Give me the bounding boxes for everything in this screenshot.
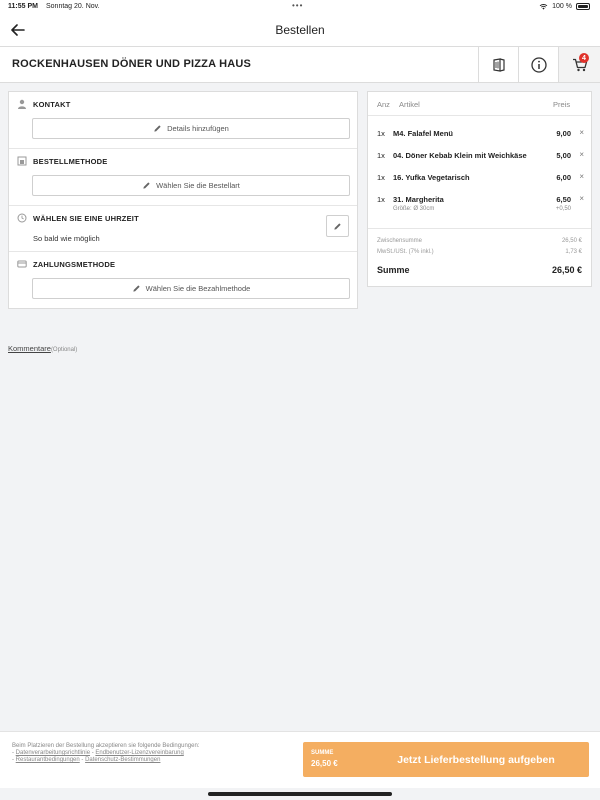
cart-item-name: 31. Margherita bbox=[393, 195, 444, 204]
info-icon bbox=[531, 57, 547, 73]
place-order-button[interactable] bbox=[303, 742, 589, 777]
payment-section bbox=[9, 252, 357, 308]
wifi-icon bbox=[539, 3, 548, 10]
status-time: 11:55 PM bbox=[8, 3, 38, 10]
card-icon bbox=[17, 259, 27, 269]
pencil-icon bbox=[142, 181, 151, 190]
choose-order-type-button[interactable] bbox=[32, 175, 350, 196]
cart-button[interactable] bbox=[558, 47, 600, 82]
order-footer bbox=[0, 731, 600, 788]
cart-item-price: 6,00 bbox=[556, 173, 571, 182]
nav-bar bbox=[0, 14, 600, 47]
comments-link[interactable]: Kommentare bbox=[8, 344, 51, 353]
dash: - bbox=[91, 750, 94, 757]
total-value: 26,50 € bbox=[551, 265, 582, 275]
privacy-policy-link[interactable]: Datenschutz-Bestimmungen bbox=[85, 757, 161, 764]
pencil-icon bbox=[132, 284, 141, 293]
cart-item-qty: 1x bbox=[377, 173, 385, 182]
page-title: Bestellen bbox=[275, 23, 325, 37]
order-method-label: BESTELLMETHODE bbox=[33, 157, 108, 166]
status-date: Sonntag 20. Nov. bbox=[46, 3, 100, 10]
cart-count-badge: 4 bbox=[579, 53, 589, 63]
tax-row bbox=[377, 249, 582, 255]
time-label: WÄHLEN SIE EINE UHRZEIT bbox=[33, 214, 139, 223]
cart-header-article: Artikel bbox=[399, 100, 420, 109]
contact-section bbox=[9, 92, 357, 149]
cart-item-name: 04. Döner Kebab Klein mit Weichkäse bbox=[393, 151, 527, 160]
cart-item-price: 6,50 bbox=[556, 195, 571, 204]
order-sum-label: SUMME bbox=[311, 750, 334, 756]
edit-time-button[interactable] bbox=[326, 215, 349, 237]
terms-intro: Beim Platzieren der Bestellung akzeptieren sie folgende Bedingungen: bbox=[12, 743, 200, 749]
choose-payment-button[interactable] bbox=[32, 278, 350, 299]
place-order-label: Jetzt Lieferbestellung aufgeben bbox=[397, 754, 555, 766]
shop-icon bbox=[17, 156, 27, 166]
cart-header-price: Preis bbox=[553, 100, 571, 109]
clock-icon bbox=[17, 213, 27, 223]
subtotal-label: Zwischensumme bbox=[377, 238, 423, 244]
pencil-icon bbox=[333, 222, 342, 231]
battery-icon bbox=[576, 3, 590, 10]
add-details-label: Details hinzufügen bbox=[167, 124, 229, 133]
cart-item-price: 5,00 bbox=[556, 151, 571, 160]
cart-header-qty: Anz bbox=[377, 100, 390, 109]
dash: - bbox=[12, 757, 14, 764]
cart-item-option: Größe: Ø 30cm bbox=[393, 206, 435, 212]
dash: - bbox=[12, 750, 14, 757]
multitask-dots[interactable]: ••• bbox=[292, 1, 304, 10]
choose-order-type-label: Wählen Sie die Bestellart bbox=[156, 181, 240, 190]
terms-text bbox=[12, 743, 292, 765]
total-row bbox=[377, 265, 582, 275]
remove-item-button[interactable]: × bbox=[579, 194, 584, 203]
order-method-section bbox=[9, 149, 357, 206]
subtotal-value: 26,50 € bbox=[561, 238, 582, 244]
remove-item-button[interactable]: × bbox=[579, 150, 584, 159]
remove-item-button[interactable]: × bbox=[579, 172, 584, 181]
cart-item-name: 16. Yufka Vegetarisch bbox=[393, 173, 470, 182]
cart-item-qty: 1x bbox=[377, 151, 385, 160]
status-right bbox=[539, 3, 590, 10]
tax-value: 1,73 € bbox=[565, 249, 582, 255]
dash: - bbox=[81, 757, 84, 764]
privacy-processing-link[interactable]: Datenverarbeitungsrichtlinie bbox=[15, 750, 91, 757]
remove-item-button[interactable]: × bbox=[579, 128, 584, 137]
choose-payment-label: Wählen Sie die Bezahlmethode bbox=[145, 284, 251, 293]
person-icon bbox=[17, 99, 27, 109]
tax-label: MwSt./USt. (7% inkl.) bbox=[377, 249, 434, 255]
book-menu-icon bbox=[492, 58, 506, 72]
time-section bbox=[9, 206, 357, 252]
eula-link[interactable]: Endbenutzer-Lizenzvereinbarung bbox=[95, 750, 184, 757]
pencil-icon bbox=[153, 124, 162, 133]
cart-divider bbox=[368, 228, 591, 229]
comments-optional: (Optional) bbox=[50, 347, 78, 353]
status-bar bbox=[0, 0, 600, 14]
cart-item-option-price: +0,50 bbox=[555, 206, 571, 212]
home-indicator[interactable] bbox=[208, 792, 392, 796]
info-button[interactable] bbox=[518, 47, 558, 82]
restaurant-terms-link[interactable]: Restaurantbedingungen bbox=[15, 757, 80, 764]
total-label: Summe bbox=[377, 265, 410, 275]
cart-item-qty: 1x bbox=[377, 195, 385, 204]
time-value: So bald wie möglich bbox=[33, 234, 100, 243]
cart-header bbox=[368, 92, 591, 116]
cart-item-name: M4. Falafel Menü bbox=[393, 129, 454, 138]
restaurant-header bbox=[0, 47, 600, 83]
payment-label: ZAHLUNGSMETHODE bbox=[33, 260, 116, 269]
restaurant-name: ROCKENHAUSEN DÖNER UND PIZZA HAUS bbox=[12, 58, 252, 70]
cart-summary-panel bbox=[367, 91, 592, 287]
comments-row bbox=[8, 344, 77, 353]
order-sum-value: 26,50 € bbox=[311, 759, 338, 768]
menu-button[interactable] bbox=[478, 47, 518, 82]
contact-label: KONTAKT bbox=[33, 100, 71, 109]
cart-item-price: 9,00 bbox=[556, 129, 571, 138]
order-details-panel bbox=[8, 91, 358, 309]
cart-item-qty: 1x bbox=[377, 129, 385, 138]
subtotal-row bbox=[377, 238, 582, 244]
battery-percent: 100 % bbox=[552, 3, 572, 10]
add-details-button[interactable] bbox=[32, 118, 350, 139]
